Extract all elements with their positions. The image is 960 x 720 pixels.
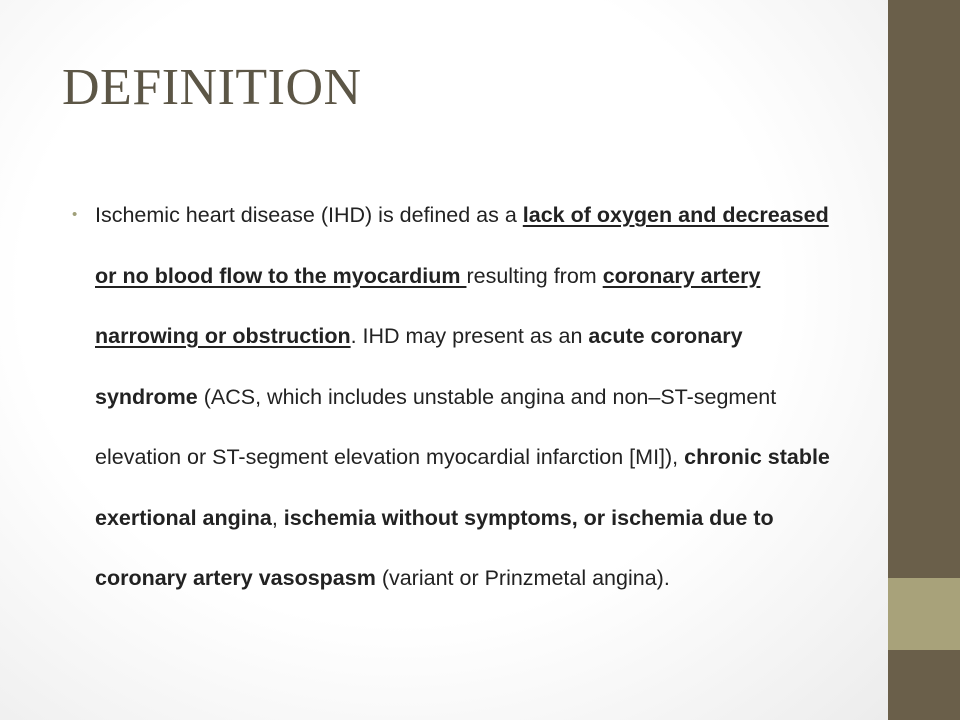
text-segment: coronary artery narrowing or obstruction bbox=[95, 263, 761, 348]
text-segment: lack of oxygen and decreased or no blood flow to the myocardium bbox=[95, 203, 829, 288]
slide-title: DEFINITION bbox=[62, 59, 362, 116]
text-segment: chronic stable exertional angina bbox=[95, 445, 830, 530]
text-segment: (variant or Prinzmetal angina). bbox=[375, 566, 670, 590]
text-segment: resulting from bbox=[466, 263, 603, 288]
side-band-accent bbox=[888, 578, 960, 650]
text-segment: (ACS, which includes unstable angina and non–ST-segment elevation or ST-segment elevation myocardial infarction [MI]), bbox=[95, 384, 777, 469]
text-segment: . IHD may present as an bbox=[350, 324, 589, 348]
text-segment: ischemia without symptoms, or ischemia due to coronary artery vasospasm bbox=[95, 505, 774, 590]
text-segment: , bbox=[271, 505, 284, 530]
bullet-dot-icon: • bbox=[72, 206, 78, 223]
bullet-text bbox=[95, 185, 842, 609]
bullet-list bbox=[72, 185, 842, 609]
text-segment: acute coronary syndrome bbox=[95, 324, 743, 409]
text-segment: Ischemic heart disease (IHD) is defined as a bbox=[95, 203, 523, 227]
side-band-top bbox=[888, 0, 960, 578]
side-band-bottom bbox=[888, 650, 960, 720]
